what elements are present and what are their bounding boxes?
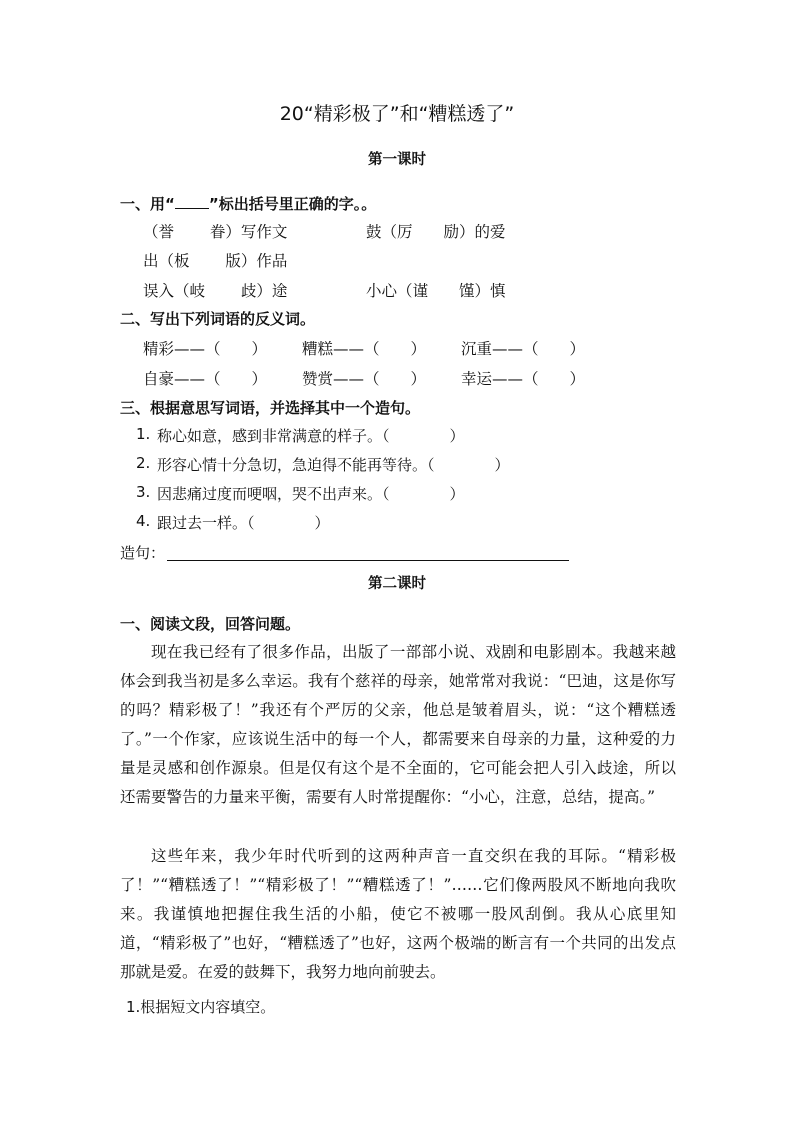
antonym-6: 幸运——（ ） [461, 370, 586, 388]
definition-4-text: 跟过去一样。（ ） [157, 514, 330, 532]
section-1-suffix: 标出括号里正确的字。。 [218, 195, 377, 213]
reading-paragraph-1: 现在我已经有了很多作品，出版了一部部小说、戏剧和电影剧本。我越来越体会到我当初是多么幸运。我有个慈祥的母亲，她常常对我说：“巴迪，这是你写的吗？精彩极了！”我还有个严厉的父亲，他总是皱着眉头，说：“这个糟糕透了。”一个作家，应该说生活中的每一个人，都需要来自母亲的力量，这种爱的力量是灵感和创作源泉。但是仅有这个是不全面的，它可能会把人引入歧途，所以还需要警告的力量来平衡，需要有人时常提醒你：“小心，注意，总结，提高。” [120, 643, 676, 806]
page-title: 20“精彩极了”和“糟糕透了” [279, 103, 515, 125]
definition-4-number: 4. [136, 512, 151, 530]
section-3-heading: 三、根据意思写词语，并选择其中一个造句。 [120, 399, 421, 417]
section-1-prefix: 一、用 [120, 195, 166, 213]
definition-2-text: 形容心情十分急切，急迫得不能再等待。（ ） [157, 456, 510, 474]
section-1-heading [120, 193, 376, 214]
quote-open: “ [165, 195, 175, 213]
antonym-5: 赞赏——（ ） [302, 370, 427, 388]
antonym-2: 糟糕——（ ） [302, 340, 427, 358]
definition-3-number: 3. [136, 483, 151, 501]
underline-blank [175, 194, 209, 209]
definition-2-number: 2. [136, 454, 151, 472]
choice-row-1-a: （誉 眷）写作文 [143, 223, 288, 241]
reading-paragraph-2: 这些年来，我少年时代听到的这两种声音一直交织在我的耳际。“精彩极了！”“糟糕透了！”“精彩极了！”“糟糕透了！”……它们像两股风不断地向我吹来。我谨慎地把握住我生活的小船，使它不被哪一股风刮倒。我从心底里知道，“精彩极了”也好，“糟糕透了”也好，这两个极端的断言有一个共同的出发点那就是爱。在爱的鼓舞下，我努力地向前驶去。 [120, 847, 676, 981]
sentence-label: 造句： [120, 544, 166, 562]
choice-row-3-b: 小心（谨 馑）慎 [366, 282, 506, 300]
lesson-2-label: 第二课时 [368, 576, 426, 592]
quote-close: ” [208, 195, 219, 213]
choice-row-2-a: 出（板 版）作品 [143, 252, 288, 270]
definition-3-text: 因悲痛过度而哽咽，哭不出声来。（ ） [157, 485, 465, 503]
section-2-heading: 二、写出下列词语的反义词。 [120, 310, 316, 328]
choice-row-3-a: 误入（岐 歧）途 [143, 282, 288, 300]
antonym-1: 精彩——（ ） [143, 340, 268, 358]
definition-1-number: 1. [136, 425, 151, 443]
antonym-4: 自豪——（ ） [143, 370, 268, 388]
definition-1-text: 称心如意，感到非常满意的样子。（ ） [157, 427, 465, 445]
antonym-3: 沉重——（ ） [461, 340, 586, 358]
reading-heading: 一、阅读文段，回答问题。 [120, 615, 301, 633]
choice-row-1-b: 鼓（厉 励）的爱 [366, 223, 506, 241]
sentence-answer-line[interactable] [167, 560, 569, 561]
lesson-1-label: 第一课时 [368, 152, 426, 168]
question-1: 1.根据短文内容填空。 [126, 998, 276, 1016]
